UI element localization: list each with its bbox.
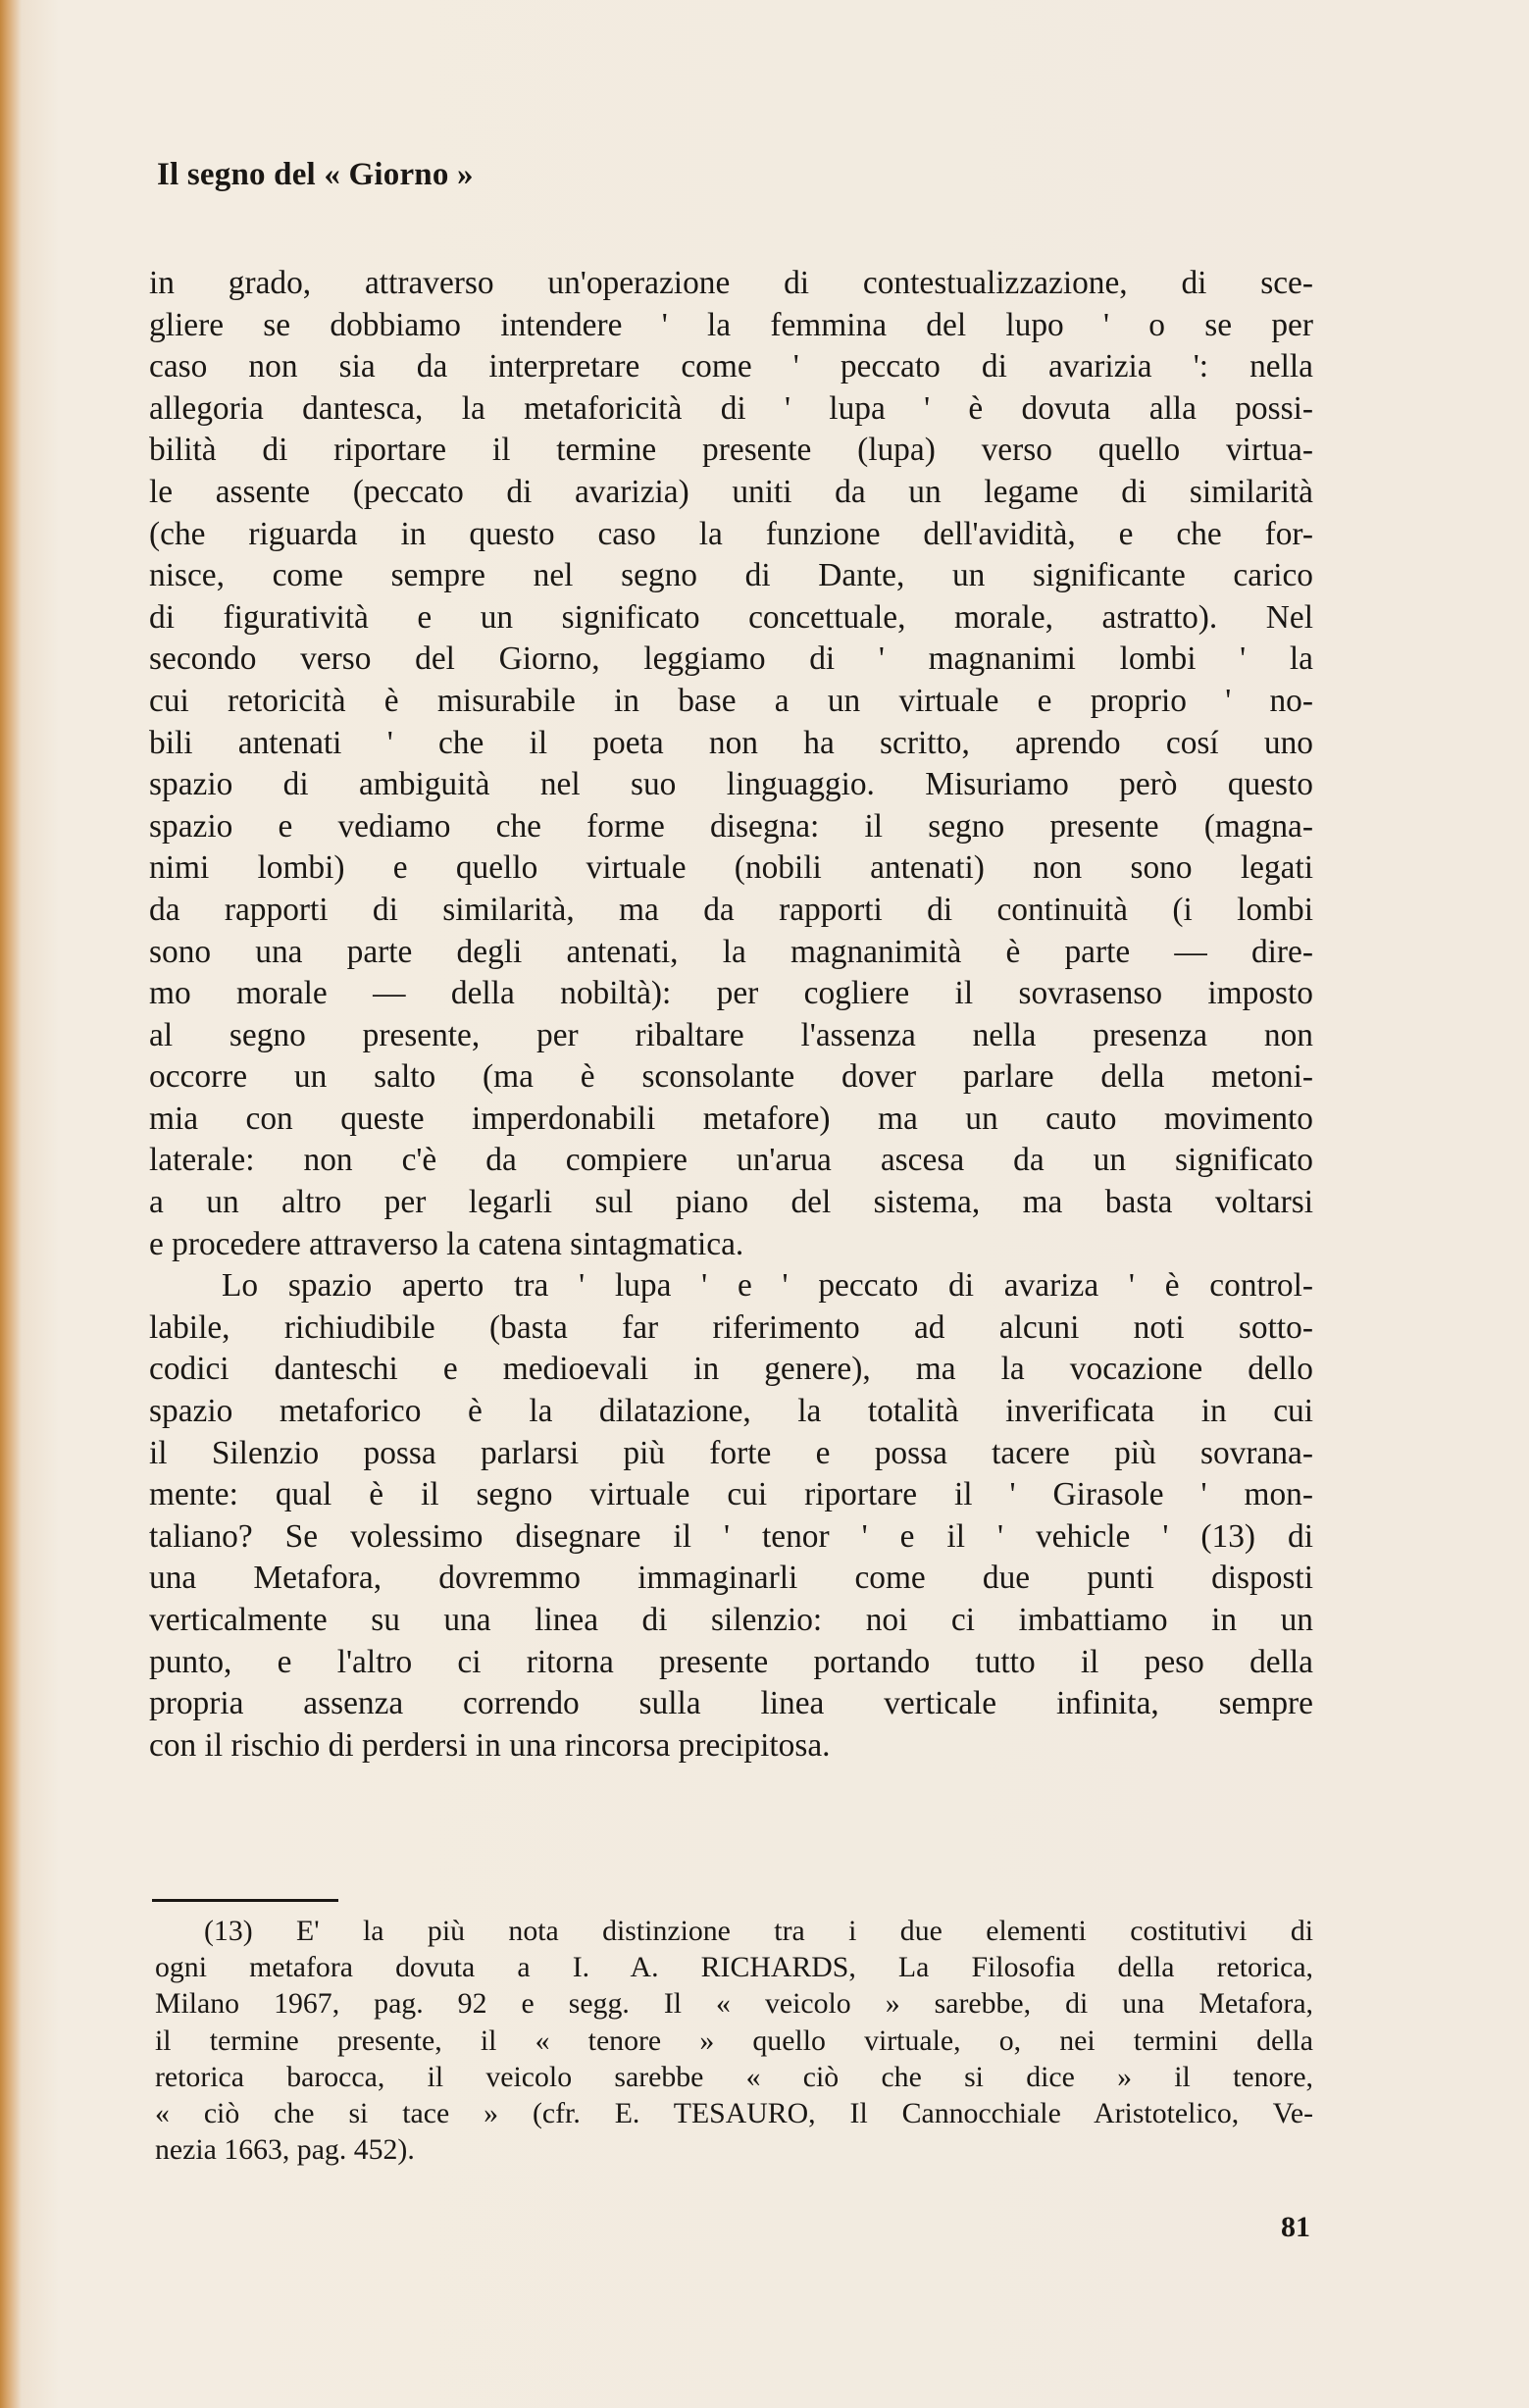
text-line: punto, e l'altro ci ritorna presente portando tutto il peso della [149, 1643, 1313, 1680]
text-line: le assente (peccato di avarizia) uniti da un legame di similarità [149, 473, 1313, 510]
footnote-line: nezia 1663, pag. 452). [155, 2133, 415, 2167]
text-line: con il rischio di perdersi in una rincorsa precipitosa. [149, 1726, 831, 1764]
text-line: taliano? Se volessimo disegnare il ' tenor ' e il ' vehicle ' (13) di [149, 1517, 1313, 1555]
text-line: occorre un salto (ma è sconsolante dover parlare della metoni- [149, 1058, 1313, 1096]
text-line: spazio metaforico è la dilatazione, la totalità inverificata in cui [149, 1393, 1313, 1430]
text-line: propria assenza correndo sulla linea verticale infinita, sempre [149, 1685, 1313, 1722]
text-line: di figuratività e un significato concettuale, morale, astratto). Nel [149, 598, 1313, 636]
text-line: (che riguarda in questo caso la funzione dell'avidità, e che for- [149, 515, 1313, 552]
text-line: allegoria dantesca, la metaforicità di ' lupa ' è dovuta alla possi- [149, 389, 1313, 427]
text-line: in grado, attraverso un'operazione di contestualizzazione, di sce- [149, 265, 1313, 301]
running-head: Il segno del « Giorno » [157, 157, 474, 192]
text-line: nimi lombi) e quello virtuale (nobili antenati) non sono legati [149, 849, 1313, 887]
text-line: Lo spazio aperto tra ' lupa ' e ' peccato di avariza ' è control- [222, 1267, 1313, 1305]
text-line: codici danteschi e medioevali in genere), ma la vocazione dello [149, 1351, 1313, 1388]
text-line: a un altro per legarli sul piano del sistema, ma basta voltarsi [149, 1184, 1313, 1221]
footnote-line: retorica barocca, il veicolo sarebbe « ciò che si dice » il tenore, [155, 2060, 1313, 2093]
text-line: sono una parte degli antenati, la magnanimità è parte — dire- [149, 933, 1313, 970]
text-line: labile, richiudibile (basta far riferimento ad alcuni noti sotto- [149, 1308, 1313, 1346]
footnote-rule [152, 1899, 338, 1902]
text-line: caso non sia da interpretare come ' peccato di avarizia ': nella [149, 348, 1313, 385]
footnote [155, 1913, 1313, 2168]
text-line: spazio e vediamo che forme disegna: il segno presente (magna- [149, 807, 1313, 845]
text-line: mo morale — della nobiltà): per cogliere il sovrasenso imposto [149, 975, 1313, 1012]
text-line: verticalmente su una linea di silenzio: noi ci imbattiamo in un [149, 1602, 1313, 1638]
footnote-line: il termine presente, il « tenore » quello virtuale, o, nei termini della [155, 2024, 1313, 2057]
text-line: mente: qual è il segno virtuale cui riportare il ' Girasole ' mon- [149, 1476, 1313, 1513]
text-line: una Metafora, dovremmo immaginarli come due punti disposti [149, 1560, 1313, 1597]
page-number: 81 [1281, 2211, 1310, 2243]
text-line: al segno presente, per ribaltare l'assenza nella presenza non [149, 1016, 1313, 1053]
text-line: laterale: non c'è da compiere un'arua ascesa da un significato [149, 1142, 1313, 1179]
text-line: nisce, come sempre nel segno di Dante, un significante carico [149, 557, 1313, 594]
text-line: cui retoricità è misurabile in base a un virtuale e proprio ' no- [149, 682, 1313, 719]
text-line: il Silenzio possa parlarsi più forte e possa tacere più sovrana- [149, 1434, 1313, 1471]
text-line: secondo verso del Giorno, leggiamo di ' magnanimi lombi ' la [149, 640, 1313, 678]
text-line: spazio di ambiguità nel suo linguaggio. Misuriamo però questo [149, 766, 1313, 803]
main-text [149, 263, 1313, 1767]
footnote-line: (13) E' la più nota distinzione tra i due elementi costitutivi di [204, 1915, 1313, 1947]
text-line: mia con queste imperdonabili metafore) ma un cauto movimento [149, 1100, 1313, 1137]
text-line: da rapporti di similarità, ma da rapporti di continuità (i lombi [149, 891, 1313, 928]
text-line: gliere se dobbiamo intendere ' la femmina del lupo ' o se per [149, 306, 1313, 343]
footnote-line: ogni metafora dovuta a I. A. RICHARDS, La Filosofia della retorica, [155, 1951, 1313, 1984]
text-line: e procedere attraverso la catena sintagmatica. [149, 1225, 744, 1262]
text-line: bilità di riportare il termine presente (lupa) verso quello virtua- [149, 432, 1313, 469]
footnote-line: « ciò che si tace » (cfr. E. TESAURO, Il Cannocchiale Aristotelico, Ve- [155, 2096, 1313, 2129]
text-line: bili antenati ' che il poeta non ha scritto, aprendo cosí uno [149, 724, 1313, 761]
footnote-line: Milano 1967, pag. 92 e segg. Il « veicolo » sarebbe, di una Metafora, [155, 1987, 1313, 2021]
